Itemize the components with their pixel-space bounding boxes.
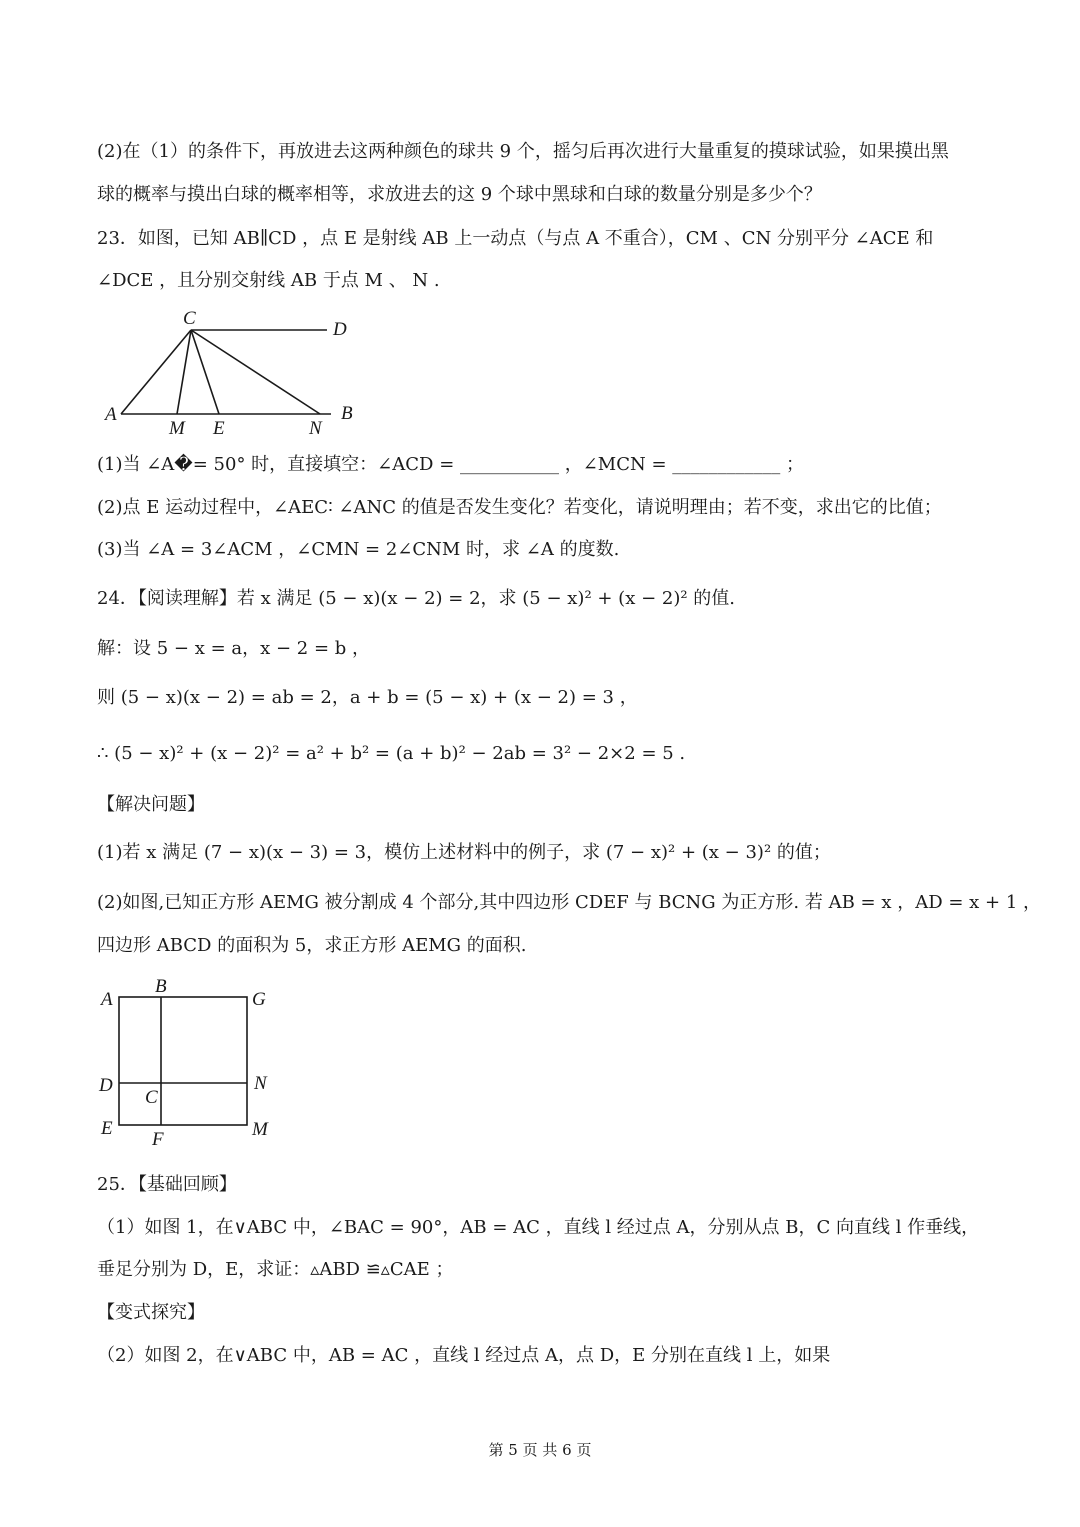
q23-figure [95,300,375,445]
label-m: M [252,1119,268,1140]
q24-section-title: 【解决问题】 [97,794,205,815]
page-footer: 第 5 页 共 6 页 [488,1441,592,1459]
q25-title: 25．【基础回顾】 [97,1174,237,1195]
label-d: D [333,319,347,340]
label-b: B [341,403,353,424]
q23-part2: (2)点 E 运动过程中，∠AEC∶ ∠ANC 的值是否发生变化？若变化，请说明理由；若不变，求出它的比值； [97,497,942,518]
label-f: F [152,1129,164,1150]
label-d: D [99,1075,113,1096]
label-g: G [252,989,266,1010]
q24-solution-line3: ∴ (5 − x)² + (x − 2)² = a² + b² = (a + b)² − 2ab = 3² − 2×2 = 5 . [97,743,686,764]
q23-part3: (3)当 ∠A = 3∠ACM ，∠CMN = 2∠CNM 时，求 ∠A 的度数. [97,539,620,560]
q24-figure [95,975,295,1150]
q24-stem: 24．【阅读理解】若 x 满足 (5 − x)(x − 2) = 2，求 (5 − x)² + (x − 2)² 的值. [97,588,736,609]
q24-solution-line2: 则 (5 − x)(x − 2) = ab = 2，a + b = (5 − x) + (x − 2) = 3 ， [97,687,638,708]
q24-part2-line2: 四边形 ABCD 的面积为 5，求正方形 AEMG 的面积. [97,935,527,956]
segment-cn [191,330,320,414]
q25-part1-line2: 垂足分别为 D，E，求证：▵ABD ≌▵CAE ； [97,1259,454,1280]
segment-ce [191,330,219,414]
square-aemg [119,997,247,1125]
label-n: N [254,1073,267,1094]
label-a: A [101,989,113,1010]
q24-part2-line1: (2)如图,已知正方形 AEMG 被分割成 4 个部分,其中四边形 CDEF 与 BCNG 为正方形. 若 AB = x ，AD = x + 1 ， [97,892,1042,913]
q25-part1-line1: （1）如图 1，在∨ABC 中，∠BAC = 90°，AB = AC ，直线 l 经过点 A，分别从点 B，C 向直线 l 作垂线， [97,1217,980,1238]
label-e: E [101,1118,113,1139]
q25-section-title: 【变式探究】 [97,1302,205,1323]
label-n: N [309,418,322,439]
q22-part2-line1: (2)在（1）的条件下，再放进去这两种颜色的球共 9 个，摇匀后再次进行大量重复的摸球试验，如果摸出黑 [97,141,949,162]
label-e: E [213,418,225,439]
label-c: C [145,1087,158,1108]
label-a: A [105,404,117,425]
q23-stem-line1: 23．如图，已知 AB∥CD ，点 E 是射线 AB 上一动点（与点 A 不重合），CM 、CN 分别平分 ∠ACE 和 [97,228,934,249]
q24-solution-line1: 解：设 5 − x = a，x − 2 = b ， [97,638,371,659]
q24-part1: (1)若 x 满足 (7 − x)(x − 3) = 3，模仿上述材料中的例子，求 (7 − x)² + (x − 3)² 的值； [97,842,831,863]
label-m: M [169,418,185,439]
segment-cm [177,330,191,414]
q23-stem-line2: ∠DCE ，且分别交射线 AB 于点 M 、 N . [97,270,440,291]
q22-part2-line2: 球的概率与摸出白球的概率相等，求放进去的这 9 个球中黑球和白球的数量分别是多少个？ [97,184,822,205]
q23-part1: (1)当 ∠A�= 50° 时，直接填空：∠ACD = ___________ ，∠MCN = ____________ ； [97,454,804,475]
label-b: B [155,976,167,997]
q25-part2-line1: （2）如图 2，在∨ABC 中，AB = AC ，直线 l 经过点 A，点 D，E 分别在直线 l 上，如果 [97,1345,831,1366]
segment-ca [121,330,191,414]
label-c: C [183,308,196,329]
